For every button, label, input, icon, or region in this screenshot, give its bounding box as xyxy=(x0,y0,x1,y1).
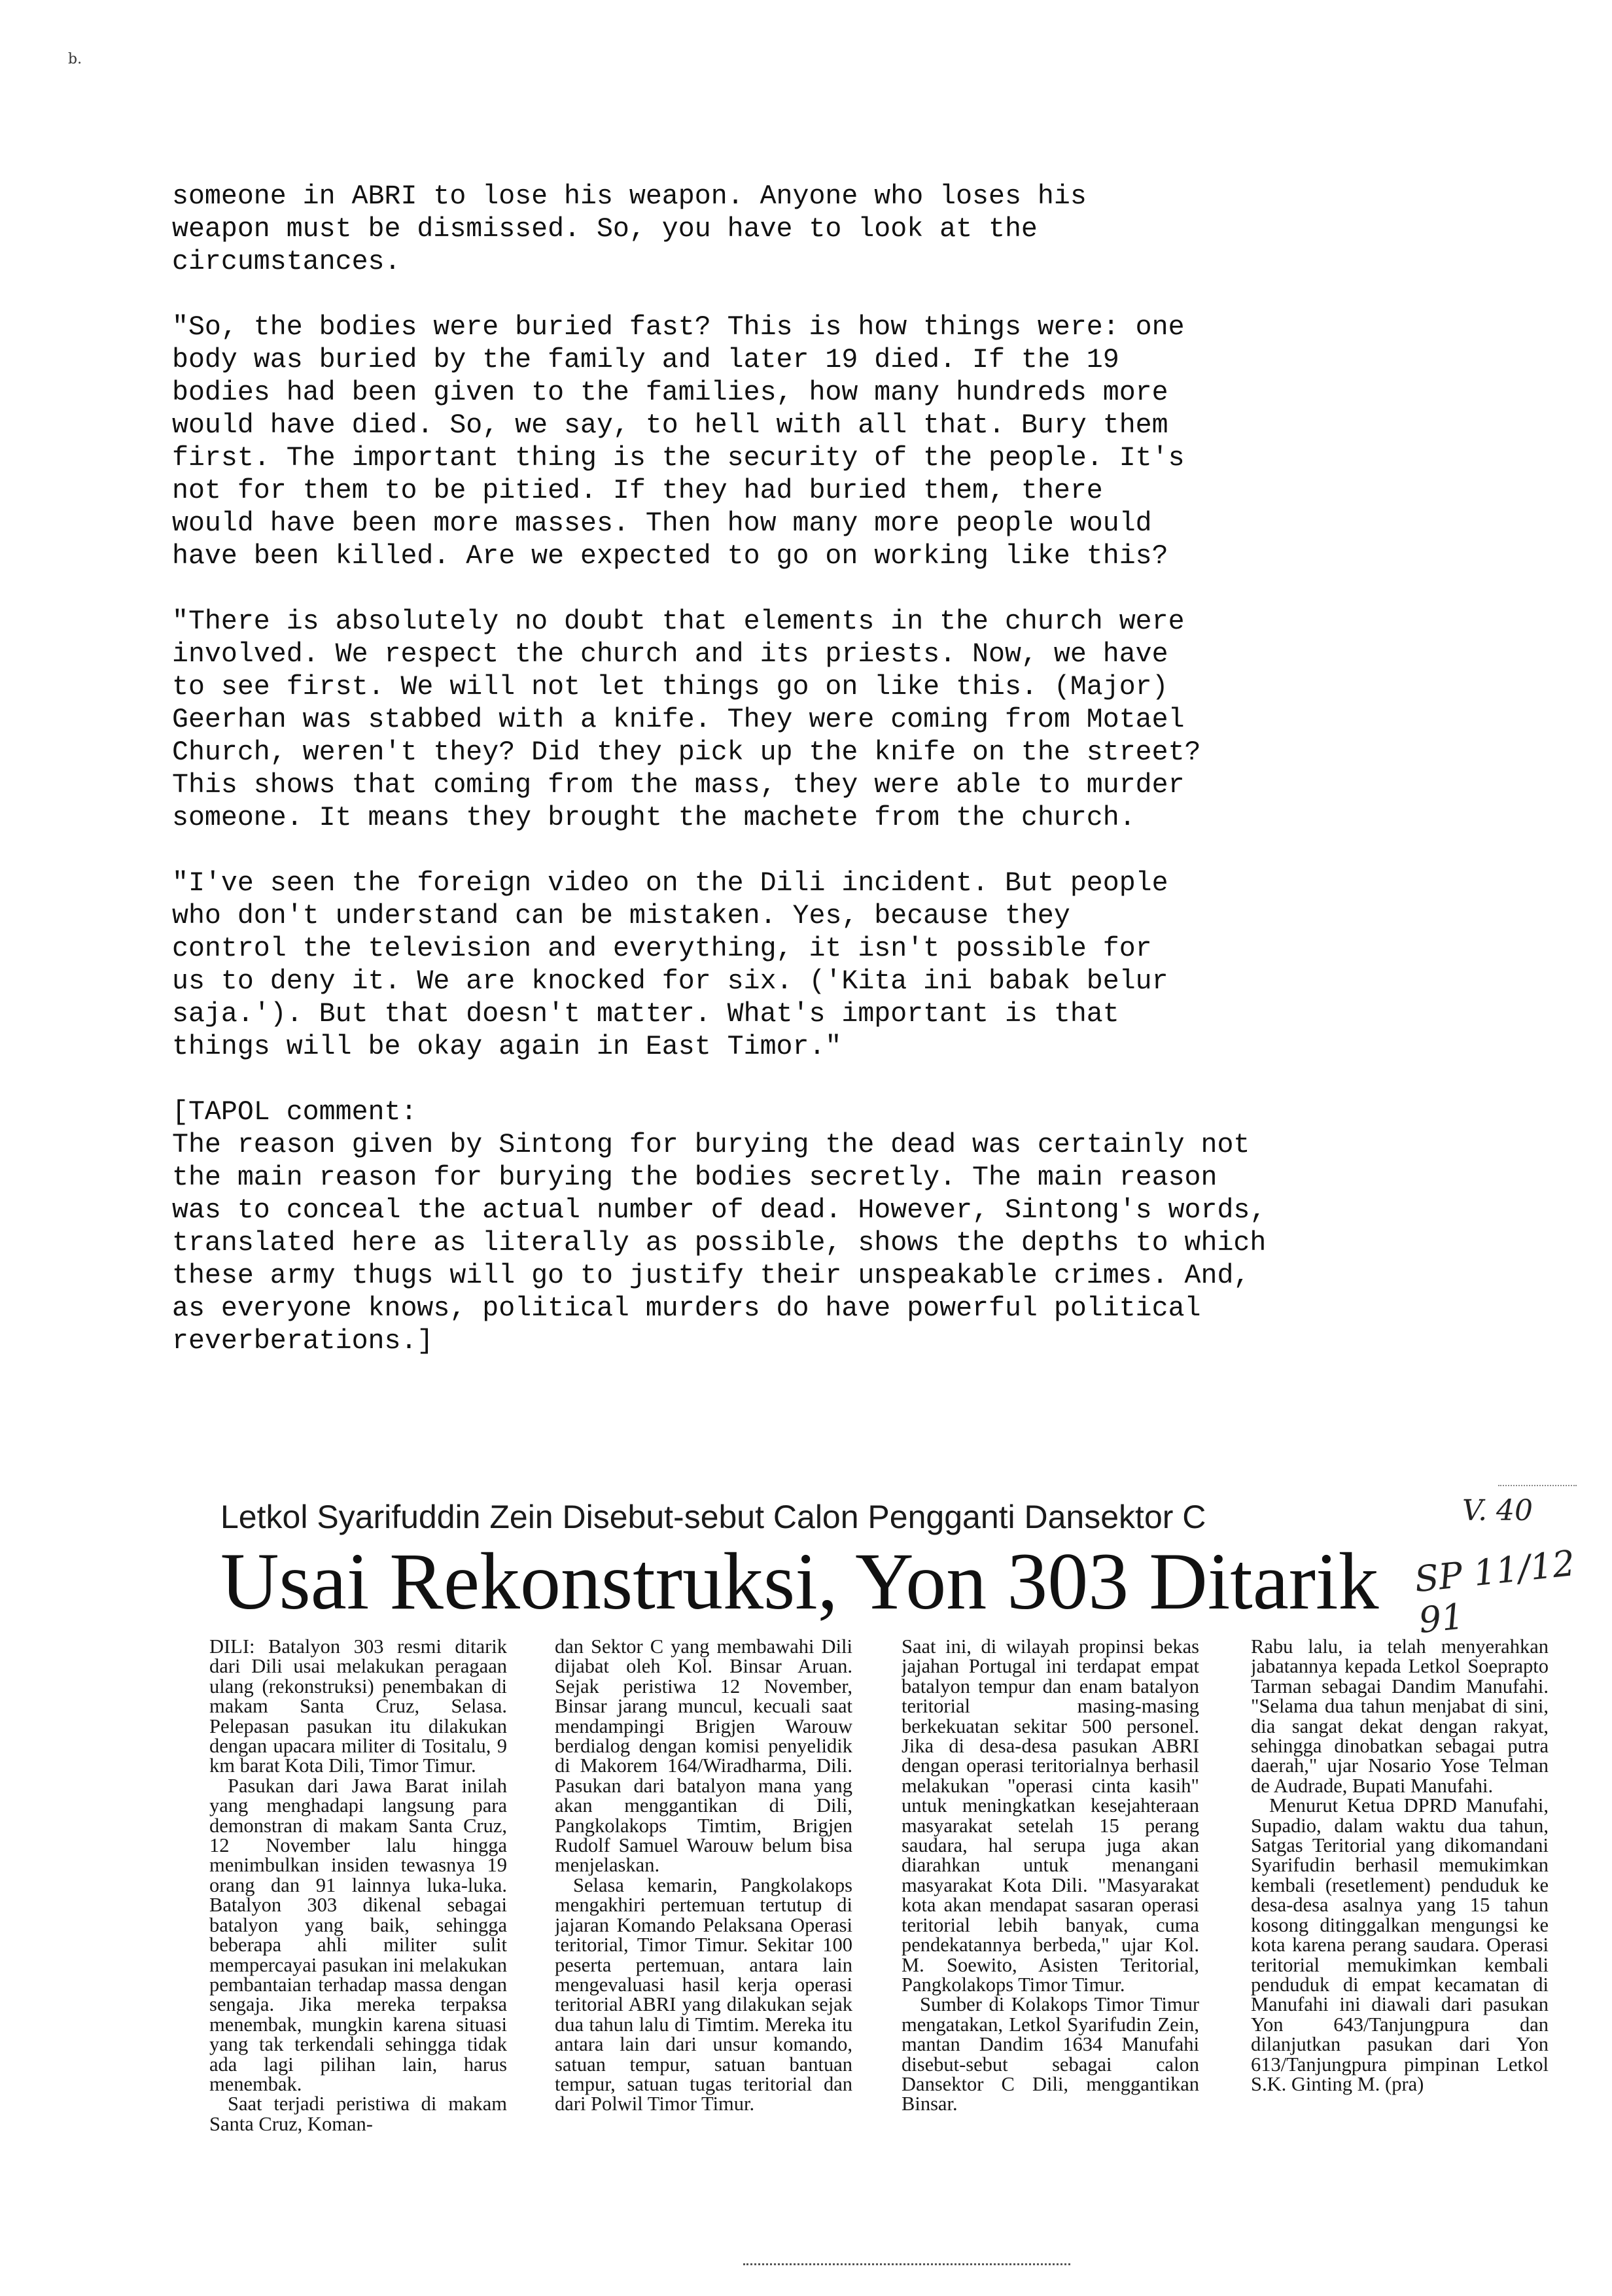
clipping-headline: Usai Rekonstruksi, Yon 303 Ditarik xyxy=(220,1537,1379,1626)
clipping-subheadline: Letkol Syarifuddin Zein Disebut-sebut Calon Pengganti Dansektor C xyxy=(220,1499,1206,1535)
corner-mark: b. xyxy=(68,51,82,67)
statement-paragraph: someone in ABRI to lose his weapon. Anyone who loses his weapon must be dismissed. So, you have to look at the circumstances. xyxy=(172,181,1087,277)
article-column-1 xyxy=(209,1637,507,2245)
statement-paragraph: "There is absolutely no doubt that elements in the church were involved. We respect the church and its priests. Now, we have to see first. We will not let things go on like this. (Major) Geerhan was stabbed with a knife. They were coming from Motael Church, weren't they? Did they pick up the knife on the street? This shows that coming from the mass, they were able to murder someone. It means they brought the machete from the church. xyxy=(172,606,1201,833)
article-paragraph: dan Sektor C yang membawahi Dili dijabat oleh Kol. Binsar Aruan. Sejak peristiwa 12 November, Binsar jarang muncul, kecuali saat mendampingi Brigjen Warouw berdialog dengan komisi penyelidik di Makorem 164/Wiradharma, Dili. Pasukan dari batalyon mana yang akan menggantikan di Dili, Pangkolakops Timtim, Brigjen Rudolf Samuel Warouw belum bisa menjelaskan. xyxy=(555,1637,852,1877)
article-paragraph: Rabu lalu, ia telah menyerahkan jabatannya kepada Letkol Soeprapto Tarman sebagai Dandim Manufahi. "Selama dua tahun menjabat di sini, dia sangat dekat dengan rakyat, sehingga dinobatkan sebagai putra daerah," ujar Nosario Yose Telman de Audrade, Bupati Manufahi. xyxy=(1251,1637,1549,1797)
article-column-4 xyxy=(1251,1637,1549,2245)
article-column-3 xyxy=(902,1637,1199,2245)
article-columns xyxy=(209,1637,1590,2245)
newspaper-clipping xyxy=(196,1485,1583,2276)
article-paragraph: Selasa kemarin, Pangkolakops mengakhiri pertemuan tertutup di jajaran Komando Pelaksana Operasi teritorial, Timor Timur. Sekitar 100 peserta pertemuan, antara lain mengevaluasi hasil kerja operasi teritorial ABRI yang dilakukan sejak dua tahun lalu di Timtim. Mereka itu antara lain dari unsur komando, satuan tempur, satuan bantuan tempur, satuan tugas teritorial dan dari Polwil Timor Timur. xyxy=(555,1873,852,2115)
clipping-edge xyxy=(1498,1485,1577,1486)
article-paragraph: DILI: Batalyon 303 resmi ditarik dari Dili usai melakukan peragaan ulang (rekonstruksi) penembakan di makam Santa Cruz, Selasa. Pelepasan pasukan itu dilakukan dengan upacara militer di Tositalu, 9 km barat Kota Dili, Timor Timur. xyxy=(209,1637,507,1777)
article-column-2 xyxy=(555,1637,852,2245)
typed-statement xyxy=(172,181,1481,1358)
article-paragraph: Saat terjadi peristiwa di makam Santa Cruz, Koman- xyxy=(209,2093,507,2135)
article-paragraph: Saat ini, di wilayah propinsi bekas jajahan Portugal ini terdapat empat batalyon tempur dan enam batalyon teritorial masing-masing berkekuatan sekitar 500 personel. Jika di desa-desa pasukan ABRI dengan operasi teritorialnya berhasil melakukan "operasi cinta kasih" untuk meningkatkan kesejahteraan masyarakat setelah 15 perang saudara, hal serupa juga akan diarahkan untuk menangani masyarakat Kota Dili. "Masyarakat kota akan mendapat sasaran operasi teritorial lebih banyak, cuma pendekatannya berbeda," ujar Kol. M. Soewito, Asisten Teritorial, Pangkolakops Timor Timur. xyxy=(902,1637,1199,1996)
tapol-comment: [TAPOL comment: The reason given by Sintong for burying the dead was certainly not the main reason for burying the bodies secretly. The main reason was to conceal the actual number of dead. However, Sintong's words, translated here as literally as possible, shows the depths to which these army thugs will go to justify their unspeakable crimes. And, as everyone knows, political murders do have powerful political reverberations.] xyxy=(172,1097,1267,1357)
article-paragraph: Menurut Ketua DPRD Manufahi, Supadio, dalam waktu dua tahun, Satgas Teritorial yang dikomandani Syarifudin berhasil memukimkan kembali (resetlement) penduduk ke desa-desa asalnya yang 15 tahun kosong ditinggalkan mengungsi ke kota karena perang saudara. Operasi teritorial memukimkan kembali penduduk di empat kecamatan di Manufahi ini diawali dari pasukan Yon 643/Tanjungpura dan dilanjutkan pasukan dari Yon 613/Tanjungpura pimpinan Letkol S.K. Ginting M. (pra) xyxy=(1251,1794,1549,2095)
article-paragraph: Pasukan dari Jawa Barat inilah yang menghadapi langsung para demonstran di makam Santa Cruz, 12 November lalu hingga menimbulkan insiden tewasnya 19 orang dan 91 lainnya luka-luka. Batalyon 303 dikenal sebagai batalyon yang baik, sehingga beberapa ahli militer sulit mempercayai pasukan ini melakukan pembantaian terhadap massa dengan sengaja. Jika mereka terpaksa menembak, mungkin karena situasi yang tak terkendali sehingga tidak ada lagi pilihan lain, harus menembak. xyxy=(209,1774,507,2095)
statement-paragraph: "I've seen the foreign video on the Dili incident. But people who don't understand can be mistaken. Yes, because they control the television and everything, it isn't possible for us to deny it. We are knocked for six. ('Kita ini babak belur saja.'). But that doesn't matter. What's important is that things will be okay again in East Timor." xyxy=(172,868,1168,1062)
statement-paragraph: "So, the bodies were buried fast? This is how things were: one body was buried by the family and later 19 died. If the 19 bodies had been given to the families, how many hundreds more would have died. So, we say, to hell with all that. Bury them first. The important thing is the security of the people. It's not for them to be pitied. If they had buried them, there would have been more masses. Then how many more people would have been killed. Are we expected to go on working like this? xyxy=(172,312,1185,572)
article-paragraph: Sumber di Kolakops Timor Timur mengatakan, Letkol Syarifudin Zein, mantan Dandim 1634 Manufahi disebut-sebut sebagai calon Dansektor C Dili, menggantikan Binsar. xyxy=(902,1993,1199,2115)
handwritten-note: V. 40 xyxy=(1462,1494,1533,1527)
handwritten-date: SP 11/12 91 xyxy=(1412,1542,1577,1641)
clipping-edge xyxy=(743,2263,1070,2265)
